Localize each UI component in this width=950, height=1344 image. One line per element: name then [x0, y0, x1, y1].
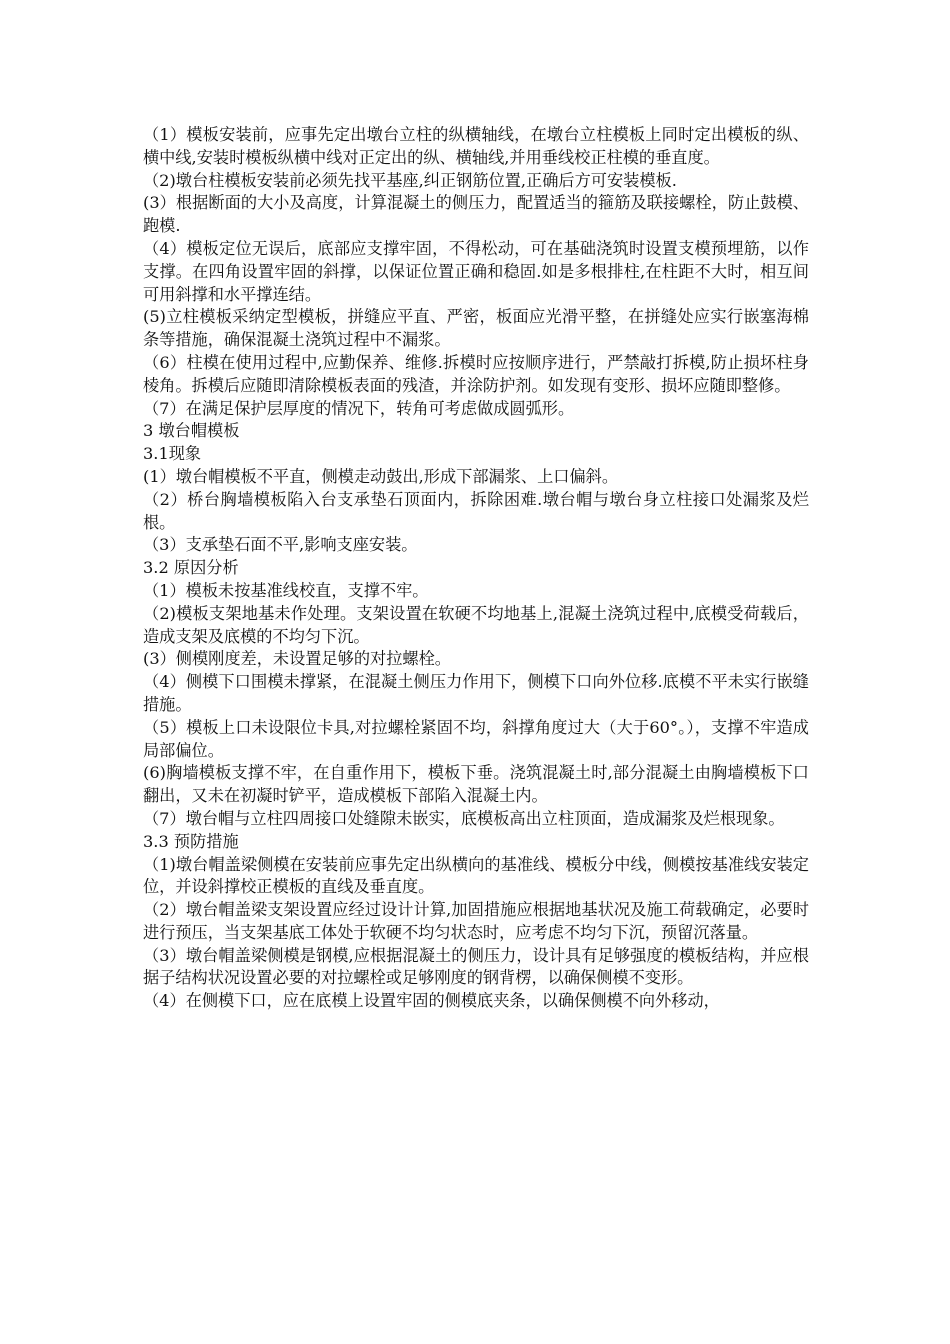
- cause-item-7: （7）墩台帽与立柱四周接口处缝隙未嵌实，底模板高出立柱顶面，造成漏浆及烂根现象。: [143, 808, 785, 828]
- paragraph-column-1-2: （2)墩台柱模板安装前必须先找平基座,纠正钢筋位置,正确后方可安装模板.: [143, 170, 677, 190]
- cause-item-6: (6)胸墙模板支撑不牢，在自重作用下，模板下垂。浇筑混凝土时,部分混凝土由胸墙模板下口翻出，又未在初凝时铲平，造成模板下部陷入混凝土内。: [143, 763, 809, 806]
- measure-item-3: （3）墩台帽盖梁侧模是钢模,应根据混凝土的侧压力，设计具有足够强度的模板结构，并应根据子结构状况设置必要的对拉螺栓或足够刚度的钢背楞，以确保侧模不变形。: [143, 945, 809, 988]
- paragraph-column-1-6: （6）柱模在使用过程中,应勤保养、维修.拆模时应按顺序进行，严禁敲打拆模,防止损坏柱身棱角。拆模后应随即清除模板表面的残渣，并涂防护剂。如发现有变形、损坏应随即整修。: [143, 352, 809, 395]
- phenomenon-item-1: (1）墩台帽模板不平直，侧模走动鼓出,形成下部漏浆、上口偏斜。: [143, 466, 619, 486]
- paragraph-column-1-3: (3）根据断面的大小及高度，计算混凝土的侧压力，配置适当的箍筋及联接螺栓，防止鼓模、跑模.: [143, 193, 809, 236]
- paragraph-column-1-7: （7）在满足保护层厚度的情况下，转角可考虑做成圆弧形。: [143, 398, 575, 418]
- paragraph-column-1-4: （4）模板定位无误后，底部应支撑牢固，不得松动，可在基础浇筑时设置支模预埋筋，以作支撑。在四角设置牢固的斜撑，以保证位置正确和稳固.如是多根排柱,在柱距不大时，相互间可用斜撑和水平撑连结。: [143, 238, 809, 304]
- subsection-heading-3-3: 3.3 预防措施: [143, 831, 239, 851]
- document-body: [143, 124, 809, 1013]
- cause-item-3: (3）侧模刚度差，未设置足够的对拉螺栓。: [143, 649, 451, 669]
- cause-item-5: （5）模板上口未设限位卡具,对拉螺栓紧固不均，斜撑角度过大（大于60°。），支撑不牢造成局部偏位。: [143, 717, 809, 760]
- phenomenon-item-2: （2）桥台胸墙模板陷入台支承垫石顶面内，拆除困难.墩台帽与墩台身立柱接口处漏浆及烂根。: [143, 489, 809, 532]
- subsection-heading-3-1: 3.1现象: [143, 444, 202, 464]
- measure-item-4: （4）在侧模下口，应在底模上设置牢固的侧模底夹条，以确保侧模不向外移动，: [143, 991, 720, 1011]
- cause-item-1: （1）模板未按基准线校直，支撑不牢。: [143, 580, 429, 600]
- paragraph-column-1-5: (5)立柱模板采纳定型模板，拼缝应平直、严密，板面应光滑平整，在拼缝处应实行嵌塞海棉条等措施，确保混凝土浇筑过程中不漏浆。: [143, 307, 809, 350]
- cause-item-4: （4）侧模下口围模未撑紧，在混凝土侧压力作用下，侧模下口向外位移.底模不平未实行嵌缝措施。: [143, 672, 809, 714]
- phenomenon-item-3: （3）支承垫石面不平,影响支座安装。: [143, 535, 418, 555]
- paragraph-column-1-1: （1）模板安装前，应事先定出墩台立柱的纵横轴线，在墩台立柱模板上同时定出模板的纵、横中线,安装时模板纵横中线对正定出的纵、横轴线,并用垂线校正柱模的垂直度。: [143, 125, 809, 167]
- subsection-heading-3-2: 3.2 原因分析: [143, 558, 239, 578]
- measure-item-1: （1)墩台帽盖梁侧模在安装前应事先定出纵横向的基准线、模板分中线，侧模按基准线安装定位，并设斜撑校正模板的直线及垂直度。: [143, 854, 809, 897]
- cause-item-2: （2)模板支架地基未作处理。支架设置在软硬不均地基上,混凝土浇筑过程中,底模受荷载后，造成支架及底模的不均匀下沉。: [143, 603, 809, 646]
- measure-item-2: （2）墩台帽盖梁支架设置应经过设计计算,加固措施应根据地基状况及施工荷载确定，必要时进行预压，当支架基底工体处于软硬不均匀状态时，应考虑不均匀下沉，预留沉落量。: [143, 900, 809, 942]
- section-heading-3: 3 墩台帽模板: [143, 421, 240, 441]
